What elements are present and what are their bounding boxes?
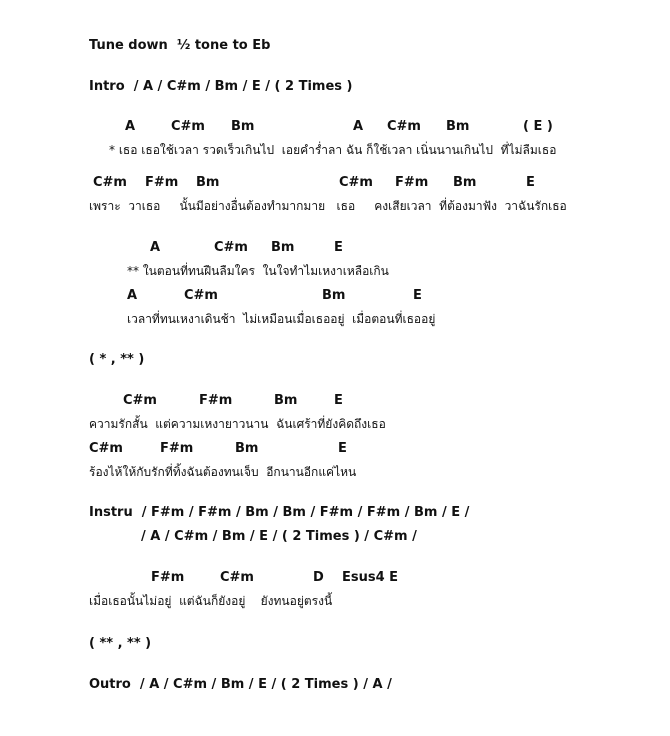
chord: C#m (339, 175, 373, 190)
chord: Bm (271, 240, 295, 255)
chord: E (413, 288, 422, 303)
tuning-note: Tune down ½ tone to Eb (89, 38, 271, 53)
repeat-marker: ( ** , ** ) (89, 636, 152, 651)
chord: F#m (395, 175, 429, 190)
lyric-line: ** ในตอนที่ทนฝืนลืมใคร ในใจทำไมเหงาเหลือเกิน (127, 264, 389, 278)
chord: Bm (235, 441, 259, 456)
chord: E (526, 175, 535, 190)
lyric-line: * เธอ เธอใช้เวลา รวดเร็วเกินไป เอยคำร่ำลา ฉัน ก็ใช้เวลา เนิ่นนานเกินไป ที่ไม่ลืมเธอ (109, 143, 557, 157)
chord: Bm (231, 119, 255, 134)
chord: D (313, 570, 324, 585)
chord: C#m (89, 441, 123, 456)
chord: F#m (145, 175, 179, 190)
chord: Bm (196, 175, 220, 190)
lyric-line: ความรักสั้น แต่ความเหงายาวนาน ฉันเศร้าที่ยังคิดถึงเธอ (89, 417, 386, 431)
chord: Bm (446, 119, 470, 134)
chord: F#m (160, 441, 194, 456)
lyric-line: เมื่อเธอนั้นไม่อยู่ แต่ฉันก็ยังอยู่ ยังทนอยู่ตรงนี้ (89, 594, 333, 608)
chord: Bm (322, 288, 346, 303)
chord: A (150, 240, 161, 255)
lyric-line: เวลาที่ทนเหงาเดินช้า ไม่เหมือนเมื่อเธออยู่ เมื่อตอนที่เธออยู่ (127, 312, 436, 326)
chord: C#m (171, 119, 205, 134)
chord: C#m (387, 119, 421, 134)
chord: A (353, 119, 364, 134)
repeat-marker: ( * , ** ) (89, 352, 145, 367)
chord: E (334, 393, 343, 408)
chord: ( E ) (523, 119, 553, 134)
chord: F#m (199, 393, 233, 408)
lyric-line: ร้องไห้ให้กับรักที่ทิ้งฉันต้องทนเจ็บ อีกนานอีกแค่ไหน (89, 465, 357, 479)
instrumental-line: / A / C#m / Bm / E / ( 2 Times ) / C#m / (141, 529, 417, 544)
instrumental-line: Instru / F#m / F#m / Bm / Bm / F#m / F#m / Bm / E / (89, 505, 470, 520)
chord: C#m (93, 175, 127, 190)
outro-line: Outro / A / C#m / Bm / E / ( 2 Times ) / A / (89, 677, 392, 692)
intro-line: Intro / A / C#m / Bm / E / ( 2 Times ) (89, 79, 353, 94)
chord: C#m (123, 393, 157, 408)
chord: F#m (151, 570, 185, 585)
chord: A (127, 288, 138, 303)
chord: C#m (214, 240, 248, 255)
chord: E (338, 441, 347, 456)
chord: A (125, 119, 136, 134)
chord: Esus4 E (342, 570, 399, 585)
lyric-line: เพราะ วาเธอ นั้นมีอย่างอื่นต้องทำมากมาย เธอ คงเสียเวลา ที่ต้องมาฟัง วาฉันรักเธอ (89, 199, 567, 213)
chord: Bm (453, 175, 477, 190)
chord: C#m (220, 570, 254, 585)
chord: Bm (274, 393, 298, 408)
chord: C#m (184, 288, 218, 303)
chord: E (334, 240, 343, 255)
